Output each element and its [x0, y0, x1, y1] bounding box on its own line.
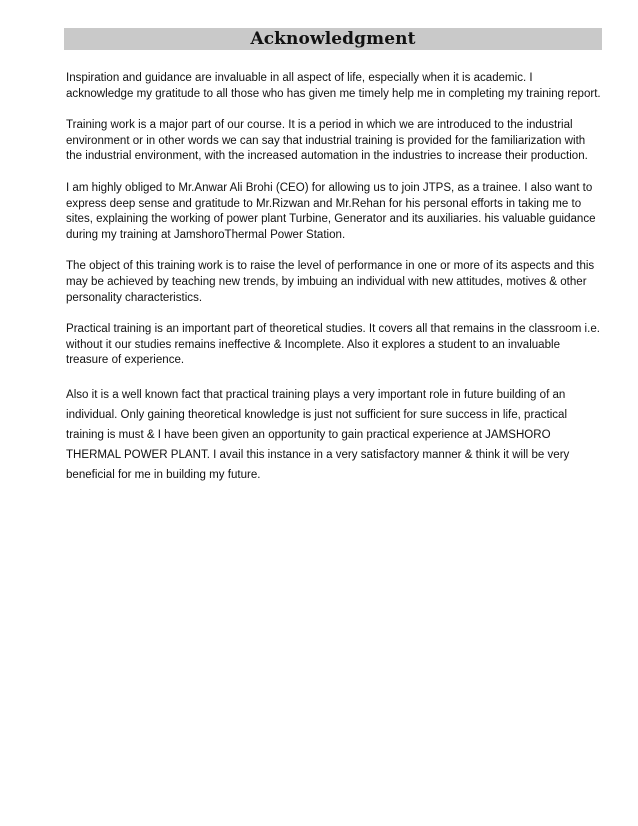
body-text [66, 71, 602, 485]
paragraph-training-work: Training work is a major part of our course. It is a period in which we are introduced to the industrial environment or in other words we can say that industrial training is provided for the familiarization with the industrial environment, with the increased automation in the industries to increase their production. [66, 119, 588, 163]
paragraph-practical-training: Practical training is an important part of theoretical studies. It covers all that remains in the classroom i.e. without it our studies remains ineffective & Incomplete. Also it explores a student to an invaluable treasure of experience. [66, 323, 600, 367]
paragraph-objective: The object of this training work is to raise the level of performance in one or more of its aspects and this may be achieved by teaching new trends, by imbuing an individual with new attitudes, motives & other personality characteristics. [66, 260, 595, 304]
page-title: Acknowledgment [250, 29, 416, 49]
paragraph-gratitude: I am highly obliged to Mr.Anwar Ali Brohi (CEO) for allowing us to join JTPS, as a trainee. I also want to express deep sense and gratitude to Mr.Rizwan and Mr.Rehan for his personal efforts in taking me to sites, explaining the working of power plant Turbine, Generator and its auxiliaries. his valuable guidance during my training at JamshoroThermal Power Station. [66, 181, 596, 241]
paragraph-conclusion: Also it is a well known fact that practical training plays a very important role in future building of an individual. Only gaining theoretical knowledge is just not sufficient for sure success in life, practical training is must & I have been given an opportunity to gain practical experience at JAMSHORO THERMAL POWER PLANT. I avail this instance in a very satisfactory manner & think it will be very beneficial for me in building my future. [66, 388, 570, 481]
paragraph-inspiration: Inspiration and guidance are invaluable in all aspect of life, especially when it is academic. I acknowledge my gratitude to all those who has given me timely help me in completing my training report. [66, 72, 601, 100]
title-bar [64, 28, 602, 50]
